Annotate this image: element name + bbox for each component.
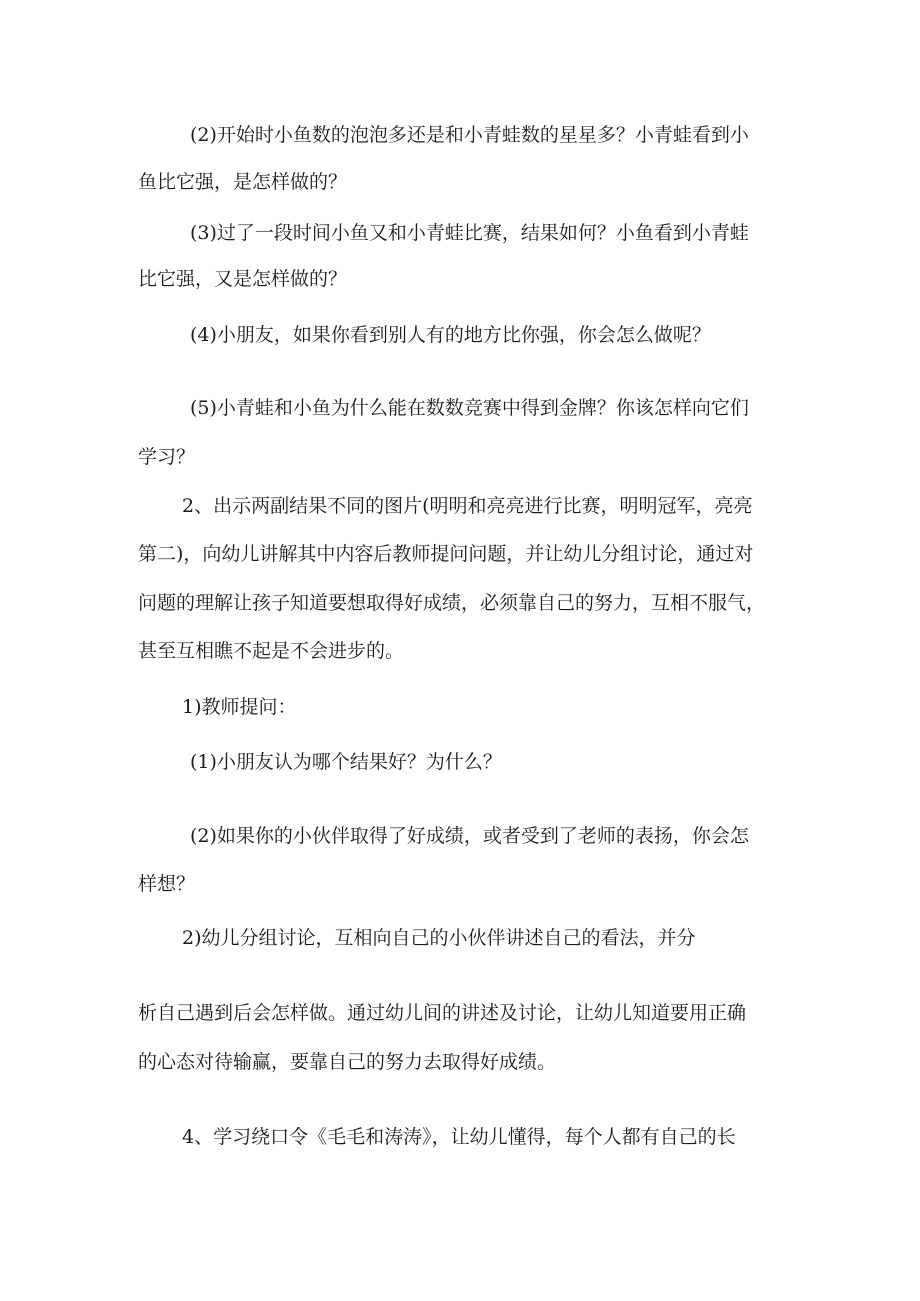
paragraph-line: (3)过了一段时间小鱼又和小青蛙比赛，结果如何？小鱼看到小青蛙	[190, 222, 749, 244]
paragraph-line: 鱼比它强，是怎样做的？	[138, 171, 348, 193]
paragraph-line: 1)教师提问：	[182, 696, 297, 718]
paragraph-line: 4、学习绕口令《毛毛和涛涛》，让幼儿懂得，每个人都有自己的长	[182, 1126, 736, 1148]
paragraph-line: 的心态对待输赢，要靠自己的努力去取得好成绩。	[138, 1051, 557, 1073]
paragraph-line: 比它强，又是怎样做的？	[138, 268, 348, 290]
paragraph-line: 学习？	[138, 446, 196, 468]
paragraph-line: 甚至互相瞧不起是不会进步的。	[138, 640, 405, 662]
paragraph-line: 问题的理解让孩子知道要想取得好成绩，必须靠自己的努力，互相不服气，	[138, 592, 766, 614]
paragraph-line: 2、出示两副结果不同的图片(明明和亮亮进行比赛，明明冠军，亮亮	[182, 495, 753, 517]
paragraph-line: 析自己遇到后会怎样做。通过幼儿间的讲述及讨论，让幼儿知道要用正确	[138, 1002, 747, 1024]
paragraph-line: 2)幼儿分组讨论，互相向自己的小伙伴讲述自己的看法，并分	[182, 927, 696, 949]
paragraph-line: (1)小朋友认为哪个结果好？为什么？	[190, 751, 502, 773]
paragraph-line: 样想？	[138, 873, 196, 895]
paragraph-line: 第二)，向幼儿讲解其中内容后教师提问问题，并让幼儿分组讨论，通过对	[138, 543, 754, 565]
paragraph-line: (5)小青蛙和小鱼为什么能在数数竞赛中得到金牌？你该怎样向它们	[190, 397, 749, 419]
paragraph-line: (2)如果你的小伙伴取得了好成绩，或者受到了老师的表扬，你会怎	[190, 825, 749, 847]
paragraph-line: (2)开始时小鱼数的泡泡多还是和小青蛙数的星星多？小青蛙看到小	[190, 124, 749, 146]
paragraph-line: (4)小朋友，如果你看到别人有的地方比你强，你会怎么做呢？	[190, 324, 711, 346]
